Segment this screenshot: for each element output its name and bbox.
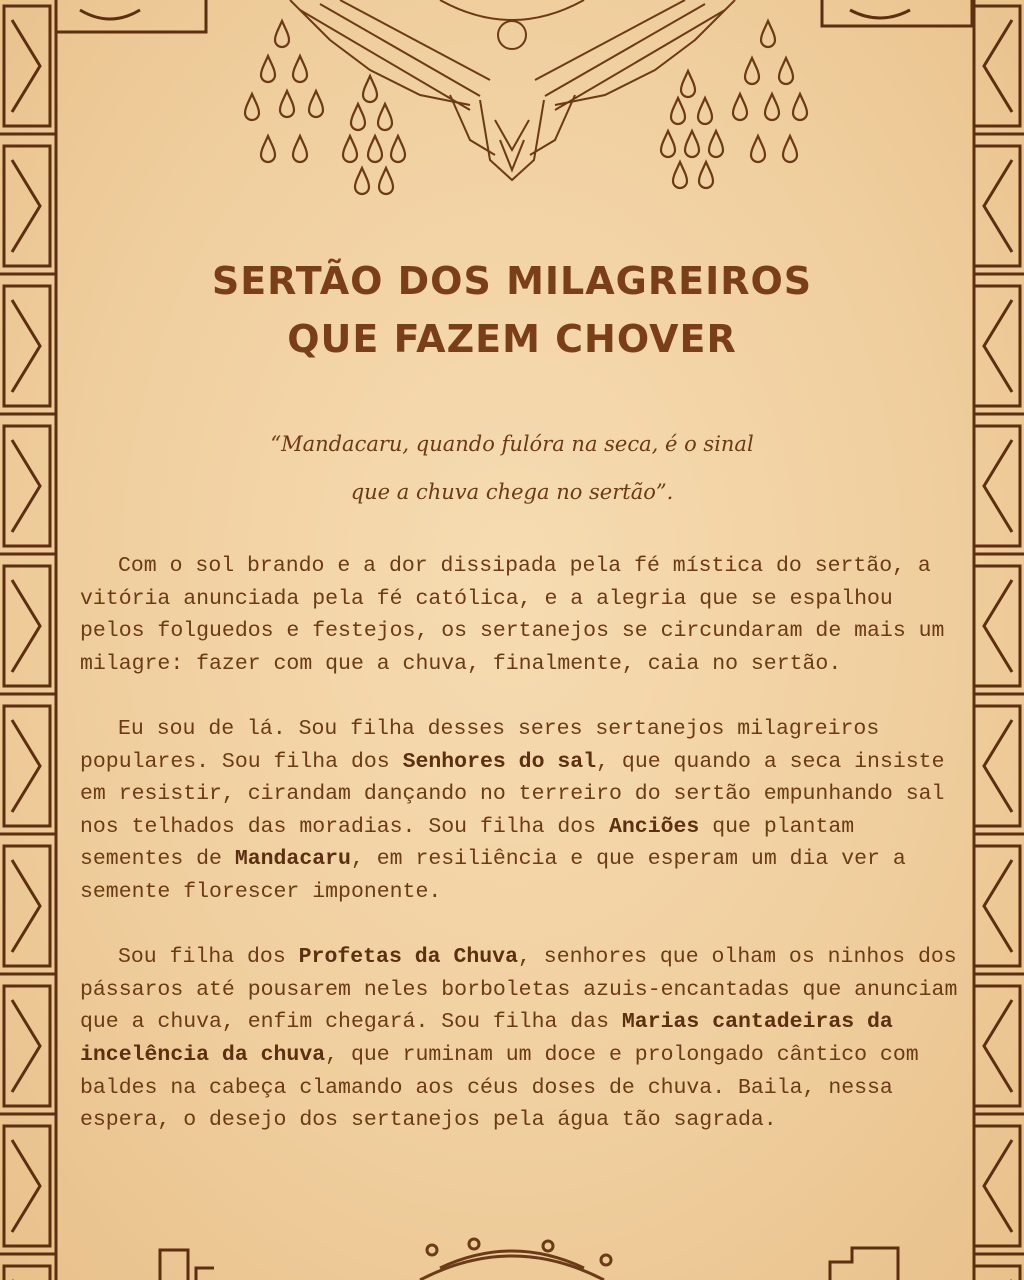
text-span: Eu sou de lá. Sou filha desses seres sertanejos milagreiros populares. Sou filha dos	[80, 716, 880, 774]
title-line-1: SERTÃO DOS MILAGREIROS	[211, 259, 813, 303]
epigraph-line-2: que a chuva chega no sertão”.	[350, 480, 674, 504]
highlight-term: Profetas da Chuva	[298, 945, 518, 970]
sun-illustration	[420, 1239, 611, 1280]
text-span: , em resiliência e que esperam um dia ver a semente florescer imponente.	[80, 847, 906, 904]
paragraph-2	[80, 713, 970, 909]
highlight-term: Senhores do sal	[402, 749, 597, 774]
text-span: , que ruminam um doce e prolongado cântico com baldes na cabeça clamando aos céus doses de chuva. Baila, nessa espera, o desejo dos sertanejos pela água tão sagrada.	[80, 1042, 919, 1133]
highlight-term: Anciões	[609, 814, 700, 839]
highlight-term: Marias cantadeiras da incelência da chuva	[80, 1010, 893, 1067]
bottom-right-ornament	[830, 1248, 898, 1280]
epigraph-line-1: “Mandacaru, quando fulóra na seca, é o sinal	[270, 432, 754, 456]
paragraph-1: Com o sol brando e a dor dissipada pela fé mística do sertão, a vitória anunciada pela fé católica, e a alegria que se espalhou pelos folguedos e festejos, os sertanejos se circundaram de mais um milagre: fazer com que a chuva, finalmente, caia no sertão.	[80, 554, 945, 676]
text-span: , senhores que olham os ninhos dos pássaros até pousarem neles borboletas azuis-encantadas que anunciam que a chuva, enfim chegará. Sou filha das	[80, 945, 958, 1035]
text-span: que plantam sementes de	[80, 814, 855, 872]
highlight-term: Mandacaru	[234, 847, 351, 872]
body-text	[80, 550, 970, 1169]
page-title	[0, 252, 1024, 368]
left-border-pattern	[0, 0, 56, 1280]
title-line-2: QUE FAZEM CHOVER	[287, 317, 737, 361]
paragraph-3	[80, 941, 970, 1137]
top-right-ornament	[822, 0, 972, 26]
right-border-pattern	[974, 0, 1024, 1280]
top-left-ornament	[56, 0, 206, 32]
epigraph-quote	[0, 420, 1024, 516]
bottom-left-ornament	[160, 1250, 214, 1280]
text-span: , que quando a seca insiste em resistir, cirandam dançando no terreiro do sertão empunhando sal nos telhados das moradias. Sou filha dos	[80, 749, 945, 839]
text-span: Sou filha dos	[118, 945, 299, 970]
